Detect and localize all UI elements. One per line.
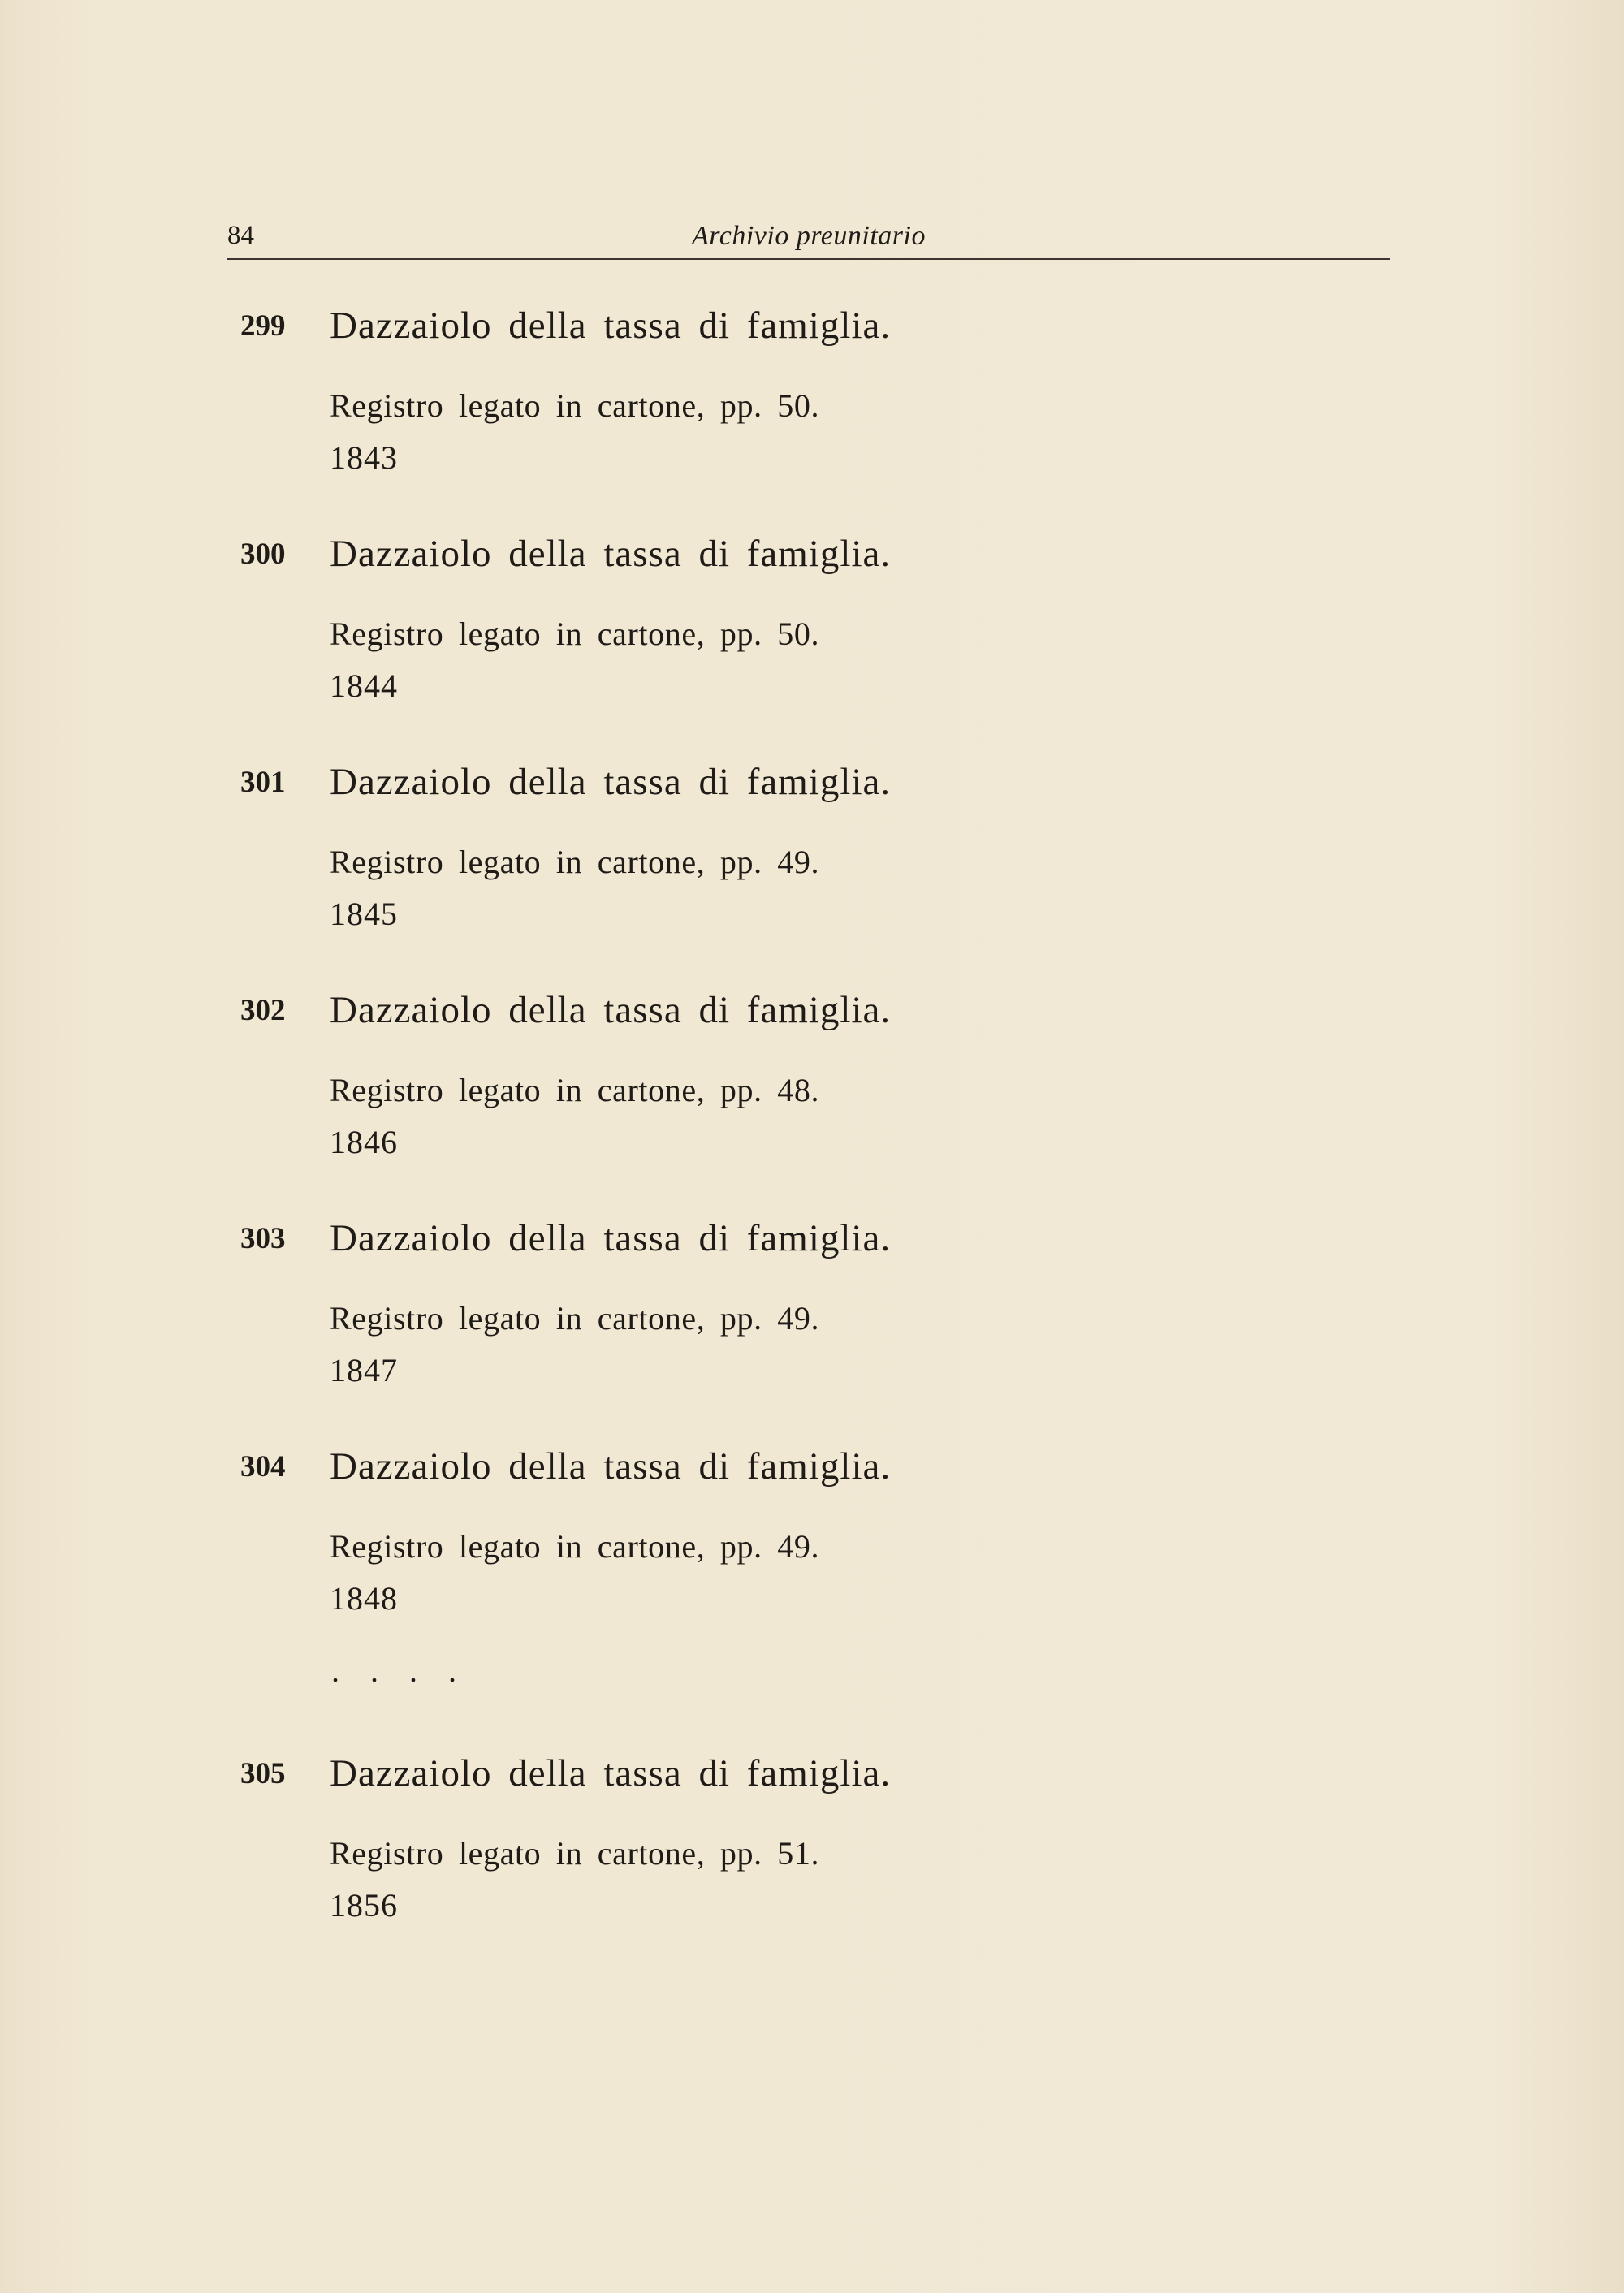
entry-title: Dazzaiolo della tassa di famiglia. xyxy=(330,1445,892,1488)
entry-304 xyxy=(240,1445,1215,1628)
running-head-title: Archivio preunitario xyxy=(692,221,926,251)
entry-description: Registro legato in cartone, pp. 49. xyxy=(330,1300,820,1337)
entry-number: 300 xyxy=(240,538,286,571)
entry-date: 1846 xyxy=(330,1124,398,1160)
entry-description: Registro legato in cartone, pp. 51. xyxy=(330,1835,820,1872)
omission-ellipsis: . . . . xyxy=(331,1652,468,1689)
running-head xyxy=(227,218,1390,260)
entry-date: 1843 xyxy=(330,439,398,476)
entry-date: 1856 xyxy=(330,1887,398,1924)
page-number: 84 xyxy=(227,221,254,250)
entry-number: 299 xyxy=(240,309,286,343)
entry-303 xyxy=(240,1217,1215,1400)
entry-description: Registro legato in cartone, pp. 48. xyxy=(330,1072,820,1108)
entry-number: 301 xyxy=(240,766,286,799)
entry-title: Dazzaiolo della tassa di famiglia. xyxy=(330,1752,892,1794)
entry-302 xyxy=(240,989,1215,1172)
entry-305 xyxy=(240,1752,1215,1935)
entry-300 xyxy=(240,533,1215,715)
entry-title: Dazzaiolo della tassa di famiglia. xyxy=(330,304,892,347)
entry-date: 1845 xyxy=(330,896,398,932)
entry-number: 302 xyxy=(240,994,286,1027)
entry-299 xyxy=(240,304,1215,487)
entry-description: Registro legato in cartone, pp. 49. xyxy=(330,1528,820,1565)
entry-description: Registro legato in cartone, pp. 50. xyxy=(330,615,820,652)
entry-number: 305 xyxy=(240,1757,286,1790)
entry-number: 303 xyxy=(240,1222,286,1255)
entry-date: 1847 xyxy=(330,1352,398,1388)
entry-title: Dazzaiolo della tassa di famiglia. xyxy=(330,761,892,803)
entry-description: Registro legato in cartone, pp. 50. xyxy=(330,387,820,424)
entry-number: 304 xyxy=(240,1450,286,1483)
entry-description: Registro legato in cartone, pp. 49. xyxy=(330,844,820,880)
entry-301 xyxy=(240,761,1215,944)
entry-date: 1844 xyxy=(330,667,398,704)
entry-title: Dazzaiolo della tassa di famiglia. xyxy=(330,1217,892,1259)
entry-date: 1848 xyxy=(330,1580,398,1617)
entry-title: Dazzaiolo della tassa di famiglia. xyxy=(330,533,892,575)
entry-title: Dazzaiolo della tassa di famiglia. xyxy=(330,989,892,1031)
